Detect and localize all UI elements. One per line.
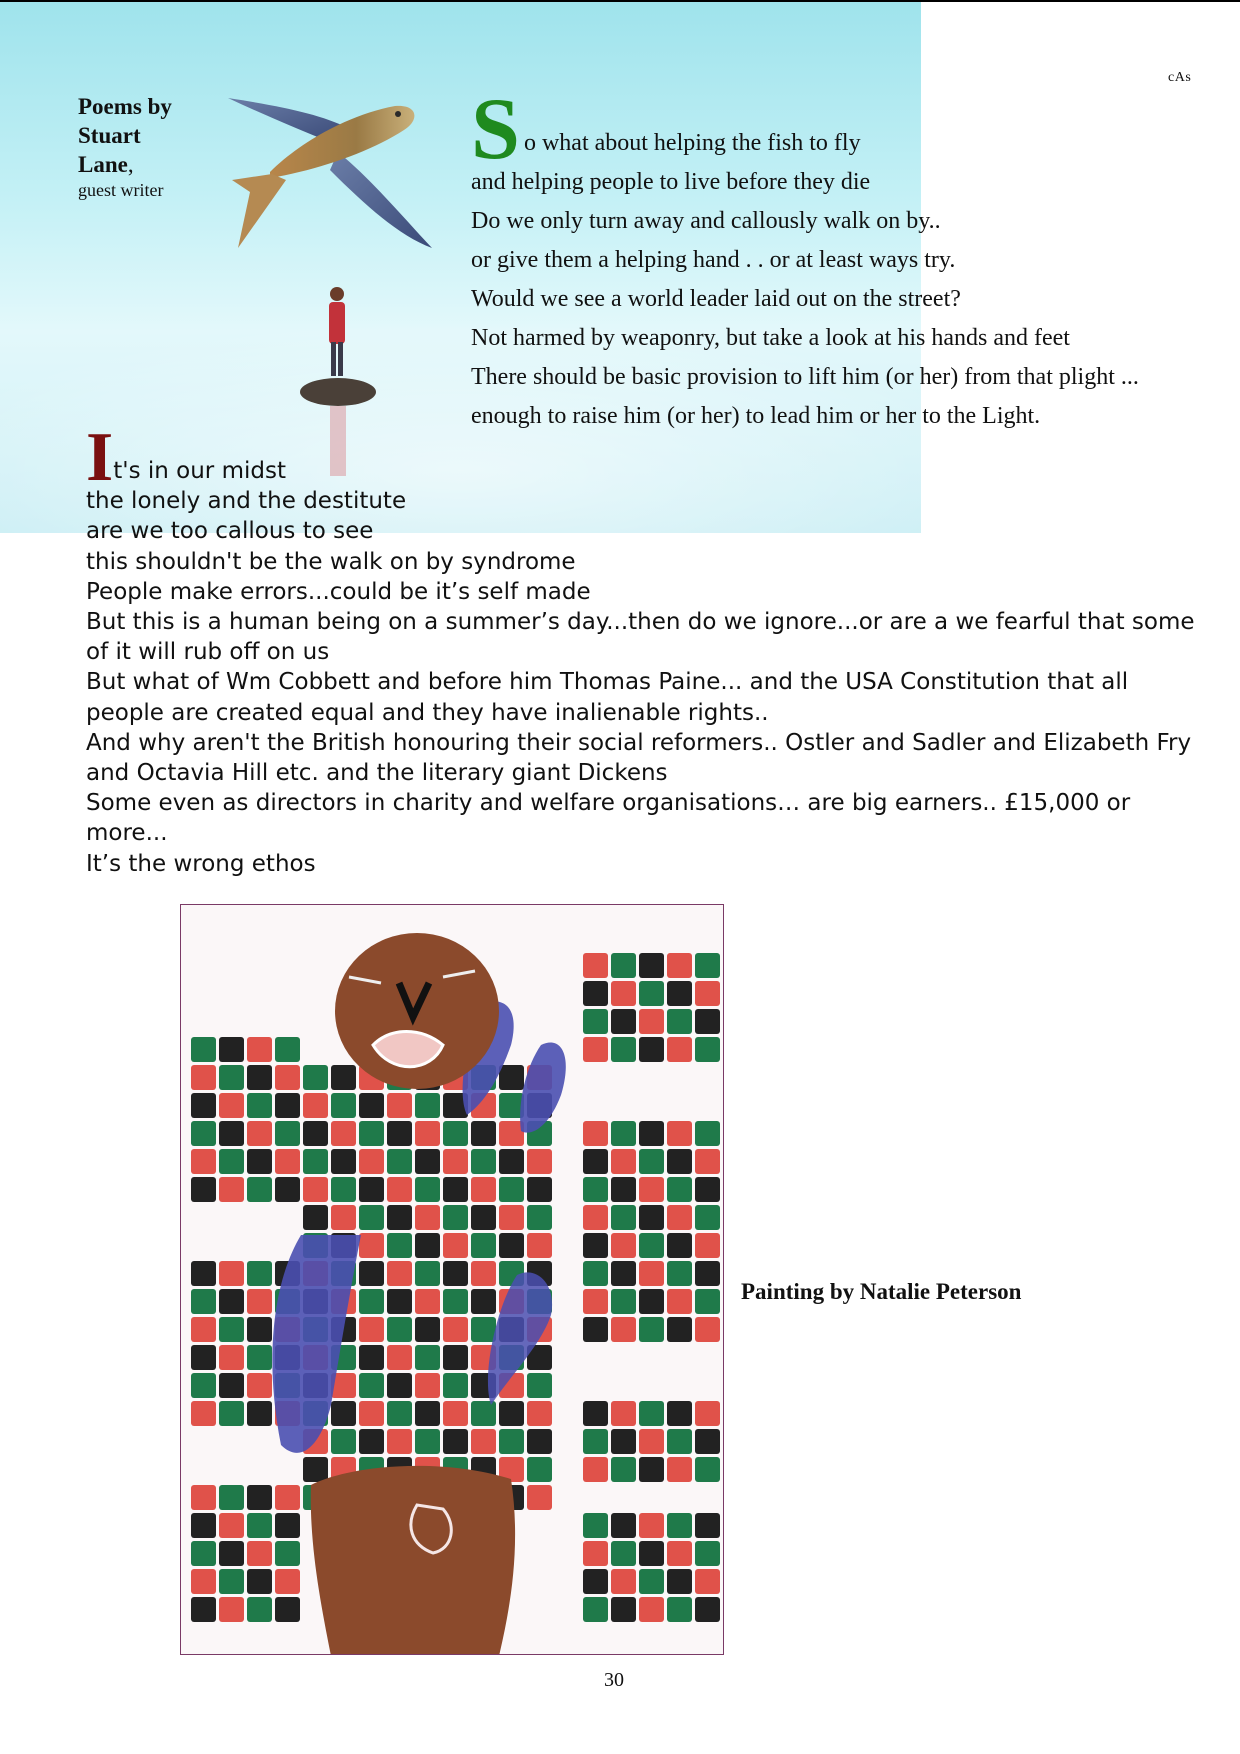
checker-square [639, 1177, 664, 1202]
checker-square [275, 1093, 300, 1118]
checker-square [639, 1261, 664, 1286]
checker-square [695, 1457, 720, 1482]
checker-square [639, 1289, 664, 1314]
checker-square [667, 1457, 692, 1482]
checker-square [695, 1597, 720, 1622]
checker-square [667, 1205, 692, 1230]
checker-square [191, 1121, 216, 1146]
checker-square [415, 1177, 440, 1202]
checker-square [191, 1037, 216, 1062]
painting-image [180, 904, 724, 1655]
checker-square [527, 1485, 552, 1510]
checker-square [443, 1289, 468, 1314]
checker-square [695, 1429, 720, 1454]
checker-square [639, 1597, 664, 1622]
checker-square [499, 1205, 524, 1230]
checker-square [191, 1485, 216, 1510]
checker-square [695, 1037, 720, 1062]
checker-square [471, 1317, 496, 1342]
checker-square [443, 1317, 468, 1342]
checker-square [303, 1205, 328, 1230]
checker-square [191, 1569, 216, 1594]
checker-square [583, 1457, 608, 1482]
checker-square [695, 1121, 720, 1146]
checker-square [639, 1037, 664, 1062]
checker-square [275, 1541, 300, 1566]
checker-square [219, 1401, 244, 1426]
checker-square [219, 1317, 244, 1342]
checker-square [275, 1597, 300, 1622]
checker-square [415, 1149, 440, 1174]
checker-square [611, 1289, 636, 1314]
checker-square [583, 1233, 608, 1258]
checker-square [695, 1541, 720, 1566]
checker-square [639, 1233, 664, 1258]
checker-square [387, 1205, 412, 1230]
checker-square [695, 1009, 720, 1034]
checker-square [611, 1149, 636, 1174]
checker-square [499, 1149, 524, 1174]
checker-square [247, 1261, 272, 1286]
poem2-line: And why aren't the British honouring their social reformers.. Ostler and Sadler and Elizabeth Fry and Octavia Hill etc. and the literary giant Dickens [86, 729, 1192, 787]
checker-square [387, 1373, 412, 1398]
painting-caption: Painting by Natalie Peterson [741, 1279, 1022, 1304]
checker-square [247, 1513, 272, 1538]
checker-square [191, 1093, 216, 1118]
checker-square [275, 1513, 300, 1538]
poem2-line: are we too callous to see [86, 518, 374, 545]
checker-square [359, 1149, 384, 1174]
checker-square [191, 1597, 216, 1622]
checker-square [191, 1065, 216, 1090]
checker-square [275, 1569, 300, 1594]
checker-square [387, 1261, 412, 1286]
checker-square [275, 1149, 300, 1174]
checker-square [331, 1093, 356, 1118]
poem2-line: Some even as directors in charity and welfare organisations… are big earners.. £15,000 or more... [86, 790, 1131, 847]
checker-square [695, 1261, 720, 1286]
checker-square [527, 1233, 552, 1258]
checker-square [667, 1541, 692, 1566]
checker-square [583, 1205, 608, 1230]
checker-square [527, 1205, 552, 1230]
checker-square [443, 1401, 468, 1426]
checker-square [247, 1401, 272, 1426]
checker-square [415, 1261, 440, 1286]
checker-square [611, 1513, 636, 1538]
checker-square [359, 1233, 384, 1258]
checker-square [219, 1177, 244, 1202]
checker-square [415, 1121, 440, 1146]
checker-square [471, 1149, 496, 1174]
poem1-line: There should be basic provision to lift him (or her) from that plight ... [471, 364, 1139, 390]
checker-square [527, 1401, 552, 1426]
checker-square [695, 953, 720, 978]
checker-square [387, 1317, 412, 1342]
poem1-line: enough to raise him (or her) to lead him or her to the Light. [471, 403, 1041, 429]
checker-square [499, 1233, 524, 1258]
checker-square [275, 1121, 300, 1146]
checker-square [443, 1149, 468, 1174]
checker-square [667, 1009, 692, 1034]
checker-square [219, 1345, 244, 1370]
checker-square [387, 1429, 412, 1454]
checker-square [695, 1177, 720, 1202]
checker-square [415, 1373, 440, 1398]
checker-square [583, 1121, 608, 1146]
checker-square [191, 1149, 216, 1174]
poem2-line [86, 419, 1211, 496]
poem1-line: Not harmed by weaponry, but take a look at his hands and feet [471, 325, 1070, 351]
checker-square [611, 1317, 636, 1342]
checker-square [219, 1597, 244, 1622]
byline-role: guest writer [78, 180, 164, 200]
checker-square [499, 1401, 524, 1426]
checker-square [359, 1205, 384, 1230]
checker-square [583, 1289, 608, 1314]
byline-line-1: Poems by [78, 94, 172, 119]
checker-square [639, 1121, 664, 1146]
checker-square [527, 1177, 552, 1202]
figure-torso [329, 302, 345, 344]
figure-fingers [520, 1042, 566, 1132]
checker-square [247, 1177, 272, 1202]
checker-square [583, 1261, 608, 1286]
checker-square [471, 1289, 496, 1314]
checker-square [275, 1065, 300, 1090]
poem2-line: But this is a human being on a summer’s day...then do we ignore...or are a we fearful that some of it will rub off on us [86, 609, 1195, 666]
checker-square [219, 1261, 244, 1286]
checker-square [527, 1429, 552, 1454]
checker-square [247, 1037, 272, 1062]
poem2-line: People make errors...could be it’s self made [86, 578, 591, 605]
checker-square [331, 1205, 356, 1230]
checker-square [583, 1541, 608, 1566]
checker-square [191, 1261, 216, 1286]
checker-square [639, 981, 664, 1006]
checker-square [219, 1093, 244, 1118]
checker-square [471, 1121, 496, 1146]
page-number: 30 [604, 1669, 624, 1691]
checker-square [275, 1485, 300, 1510]
checker-square [247, 1485, 272, 1510]
checker-square [331, 1401, 356, 1426]
checker-square [247, 1065, 272, 1090]
checker-square [387, 1401, 412, 1426]
checker-square [667, 953, 692, 978]
checker-square [303, 1065, 328, 1090]
checker-square [387, 1233, 412, 1258]
checker-square [415, 1401, 440, 1426]
poem1-line [471, 81, 1139, 178]
checker-square [359, 1177, 384, 1202]
poem1-line: Do we only turn away and callously walk on by.. [471, 208, 941, 234]
poem2-line: this shouldn't be the walk on by syndrome [86, 548, 576, 575]
checker-square [667, 1233, 692, 1258]
checker-square [247, 1317, 272, 1342]
checker-square [611, 1205, 636, 1230]
checker-square [331, 1429, 356, 1454]
painting-svg [181, 905, 724, 1655]
checker-square [359, 1121, 384, 1146]
checker-square [583, 981, 608, 1006]
checker-square [387, 1345, 412, 1370]
checker-square [583, 1317, 608, 1342]
drop-cap-s: S [471, 81, 520, 178]
checker-square [611, 1121, 636, 1146]
checker-square [359, 1289, 384, 1314]
checker-square [611, 1037, 636, 1062]
checker-square [443, 1205, 468, 1230]
poem1-line: or give them a helping hand . . or at least ways try. [471, 247, 956, 273]
checker-square [695, 1233, 720, 1258]
poem2-line: the lonely and the destitute [86, 488, 407, 515]
checker-square [611, 1429, 636, 1454]
checker-square [639, 1149, 664, 1174]
checker-square [471, 1261, 496, 1286]
checker-square [331, 1121, 356, 1146]
checker-square [667, 1569, 692, 1594]
checker-square [443, 1345, 468, 1370]
checker-square [611, 1457, 636, 1482]
checker-square [471, 1177, 496, 1202]
figure-legs [311, 1466, 515, 1655]
checker-square [527, 1373, 552, 1398]
checker-square [303, 1149, 328, 1174]
fish-eye [395, 111, 401, 117]
checker-square [247, 1569, 272, 1594]
checker-square [583, 953, 608, 978]
checker-square [275, 1177, 300, 1202]
checker-square [639, 1009, 664, 1034]
checker-square [667, 1149, 692, 1174]
checker-square [191, 1373, 216, 1398]
checker-square [191, 1289, 216, 1314]
fish-tail [232, 174, 286, 248]
checker-square [583, 1597, 608, 1622]
poem-in-our-midst [86, 419, 1211, 879]
checker-square [247, 1149, 272, 1174]
drop-cap-i: I [86, 419, 114, 496]
header-mark: cAs [1168, 70, 1192, 85]
checker-square [359, 1401, 384, 1426]
byline-line-3 [78, 150, 228, 179]
checker-square [639, 1513, 664, 1538]
figure-leg-right [338, 342, 343, 376]
checker-square [303, 1457, 328, 1482]
checker-square [471, 1401, 496, 1426]
checker-square [219, 1149, 244, 1174]
poem1-line-text: o what about helping the fish to fly [523, 130, 861, 156]
checker-square [695, 1569, 720, 1594]
checker-square [331, 1177, 356, 1202]
checker-square [471, 1429, 496, 1454]
checker-square [247, 1597, 272, 1622]
checker-square [443, 1261, 468, 1286]
checker-square [611, 981, 636, 1006]
checker-square [219, 1373, 244, 1398]
checker-square [639, 953, 664, 978]
checker-square [415, 1233, 440, 1258]
author-surname: Lane [78, 152, 128, 177]
checker-square [667, 1177, 692, 1202]
checker-square [527, 1457, 552, 1482]
checker-square [583, 1037, 608, 1062]
checker-square [191, 1541, 216, 1566]
rock [300, 378, 376, 406]
checker-square [303, 1121, 328, 1146]
checker-square [583, 1429, 608, 1454]
checker-square [499, 1177, 524, 1202]
checker-square [639, 1541, 664, 1566]
checker-square [667, 1317, 692, 1342]
checker-square [639, 1569, 664, 1594]
checker-square [247, 1345, 272, 1370]
checker-square [219, 1513, 244, 1538]
checker-square [611, 953, 636, 978]
checker-square [303, 1177, 328, 1202]
checker-square [471, 1233, 496, 1258]
checker-square [611, 1177, 636, 1202]
checker-square [443, 1233, 468, 1258]
checker-square [415, 1205, 440, 1230]
checker-square [443, 1177, 468, 1202]
checker-square [639, 1457, 664, 1482]
checker-square [695, 1513, 720, 1538]
poem-fish-to-fly [471, 81, 1139, 436]
checker-square [443, 1373, 468, 1398]
fish-lower-wing [330, 152, 432, 248]
checker-square [611, 1233, 636, 1258]
checker-square [695, 981, 720, 1006]
checker-square [695, 1317, 720, 1342]
poem1-line: Would we see a world leader laid out on the street? [471, 286, 961, 312]
checker-square [639, 1317, 664, 1342]
checker-square [611, 1401, 636, 1426]
figure-leg-left [331, 342, 336, 376]
checker-square [219, 1065, 244, 1090]
checker-square [499, 1065, 524, 1090]
checker-square [415, 1093, 440, 1118]
checker-square [443, 1121, 468, 1146]
checker-square [443, 1429, 468, 1454]
checker-square [191, 1345, 216, 1370]
byline [78, 92, 228, 201]
checker-square [387, 1121, 412, 1146]
checker-square [583, 1569, 608, 1594]
checker-square [583, 1009, 608, 1034]
checker-square [695, 1205, 720, 1230]
checker-square [387, 1177, 412, 1202]
checker-square [359, 1373, 384, 1398]
checker-square [667, 1289, 692, 1314]
checker-square [359, 1093, 384, 1118]
poem2-line-text: t's in our midst [113, 458, 286, 484]
figure-head [330, 287, 344, 301]
checker-square [583, 1177, 608, 1202]
checker-square [611, 1009, 636, 1034]
checker-square [667, 1121, 692, 1146]
checker-square [219, 1541, 244, 1566]
checker-square [331, 1065, 356, 1090]
checker-square [331, 1149, 356, 1174]
checker-square [191, 1513, 216, 1538]
checker-square [387, 1289, 412, 1314]
checker-square [387, 1149, 412, 1174]
checker-square [667, 1037, 692, 1062]
checker-square [219, 1037, 244, 1062]
checker-square [219, 1289, 244, 1314]
checker-square [583, 1513, 608, 1538]
checker-square [247, 1541, 272, 1566]
checker-square [359, 1429, 384, 1454]
checker-square [611, 1597, 636, 1622]
checker-square [583, 1149, 608, 1174]
poem1-line: and helping people to live before they die [471, 169, 871, 195]
checker-square [667, 1261, 692, 1286]
checker-square [191, 1317, 216, 1342]
checker-square [499, 1429, 524, 1454]
checker-square [303, 1093, 328, 1118]
checker-square [415, 1317, 440, 1342]
checker-square [499, 1121, 524, 1146]
checker-square [695, 1289, 720, 1314]
checker-square [359, 1261, 384, 1286]
checker-square [415, 1289, 440, 1314]
checker-square [415, 1345, 440, 1370]
checker-square [471, 1205, 496, 1230]
flying-fish [228, 98, 432, 248]
checker-square [219, 1569, 244, 1594]
checker-square [695, 1401, 720, 1426]
checker-square [583, 1401, 608, 1426]
checker-square [219, 1121, 244, 1146]
checker-square [415, 1429, 440, 1454]
byline-line-2: Stuart [78, 123, 141, 148]
checker-square [191, 1401, 216, 1426]
checker-square [667, 1429, 692, 1454]
poem2-line: It’s the wrong ethos [86, 850, 316, 877]
checker-square [695, 1149, 720, 1174]
checker-square [247, 1373, 272, 1398]
checker-square [359, 1345, 384, 1370]
checker-square [639, 1205, 664, 1230]
checker-square [611, 1541, 636, 1566]
checker-square [639, 1429, 664, 1454]
checker-square [639, 1401, 664, 1426]
checker-square [359, 1317, 384, 1342]
byline-comma: , [127, 152, 134, 177]
checker-square [387, 1093, 412, 1118]
checker-square [667, 1401, 692, 1426]
checker-square [191, 1177, 216, 1202]
checker-square [275, 1037, 300, 1062]
checker-square [247, 1093, 272, 1118]
checker-square [667, 1597, 692, 1622]
poem2-line: But what of Wm Cobbett and before him Thomas Paine... and the USA Constitution that all people are created equal and they have inalienable rights.. [86, 669, 1129, 726]
checker-square [667, 1513, 692, 1538]
checker-square [219, 1485, 244, 1510]
checker-square [247, 1121, 272, 1146]
checker-square [611, 1261, 636, 1286]
checker-square [667, 981, 692, 1006]
checker-square [611, 1569, 636, 1594]
checker-square [247, 1289, 272, 1314]
checker-square [527, 1149, 552, 1174]
